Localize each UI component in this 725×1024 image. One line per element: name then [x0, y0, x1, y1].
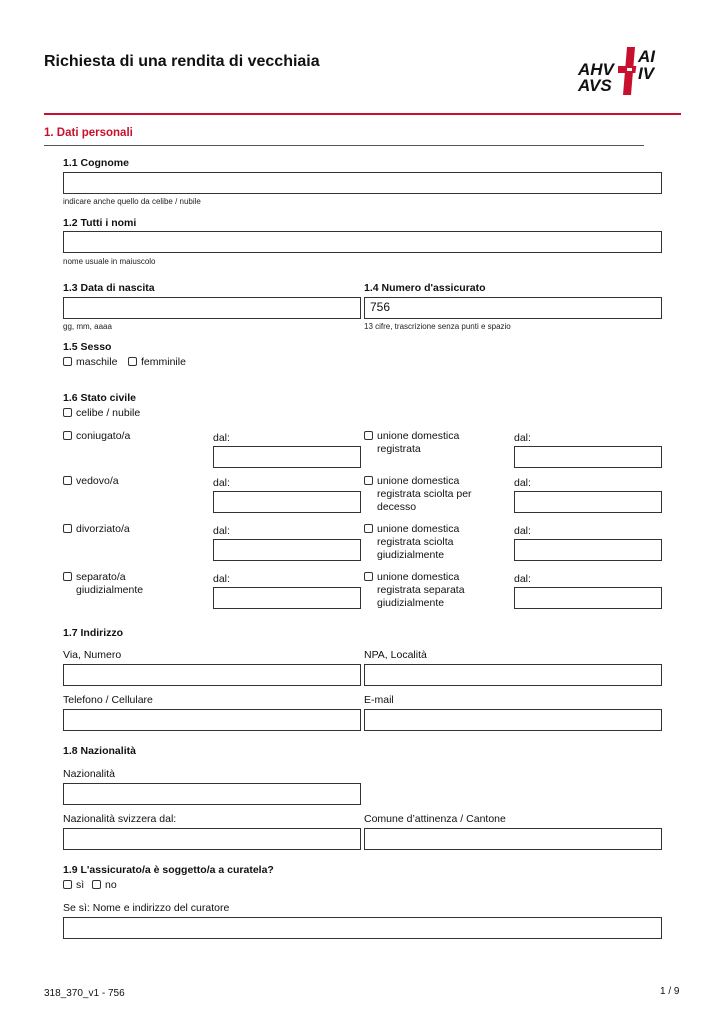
- checkbox-icon[interactable]: [364, 524, 373, 533]
- comune-label: Comune d’attinenza / Cantone: [364, 813, 506, 825]
- curatela-option-no[interactable]: no: [92, 879, 117, 892]
- cognome-label: 1.1 Cognome: [63, 157, 129, 169]
- nascita-hint: gg, mm, aaaa: [63, 322, 112, 331]
- checkbox-icon[interactable]: [364, 431, 373, 440]
- header-divider: [44, 113, 681, 115]
- svizzera-dal-field[interactable]: [63, 828, 361, 850]
- divorziato-dal-field[interactable]: [213, 539, 361, 561]
- checkbox-icon[interactable]: [63, 524, 72, 533]
- ahv-avs-ai-iv-logo: [578, 45, 660, 97]
- cognome-field[interactable]: [63, 172, 662, 194]
- dal-label: dal:: [213, 432, 230, 444]
- curatela-option-si[interactable]: sì: [63, 879, 84, 892]
- checkbox-icon[interactable]: [364, 572, 373, 581]
- nazionalita-label: Nazionalità: [63, 768, 115, 780]
- curatore-label: Se sì: Nome e indirizzo del curatore: [63, 902, 230, 914]
- form-code: 318_370_v1 - 756: [44, 988, 125, 999]
- checkbox-icon[interactable]: [63, 357, 72, 366]
- svizzera-dal-label: Nazionalità svizzera dal:: [63, 813, 177, 825]
- dal-label: dal:: [213, 477, 230, 489]
- sesso-option-maschile[interactable]: maschile: [63, 356, 117, 369]
- dal-label: dal:: [213, 525, 230, 537]
- checkbox-icon[interactable]: [63, 408, 72, 417]
- numero-value: 756: [370, 300, 391, 314]
- logo-ahv-text: AHV: [578, 60, 614, 79]
- nomi-field[interactable]: [63, 231, 662, 253]
- comune-field[interactable]: [364, 828, 662, 850]
- option-unione-separata[interactable]: unione domestica registrata separata giudizialmente: [364, 571, 504, 610]
- unione-sciolta-giud-dal-field[interactable]: [514, 539, 662, 561]
- option-separato[interactable]: separato/a giudizialmente: [63, 571, 203, 597]
- numero-field[interactable]: [364, 297, 662, 319]
- checkbox-icon[interactable]: [92, 880, 101, 889]
- sesso-label: 1.5 Sesso: [63, 341, 112, 353]
- logo-ai-text: AI: [638, 47, 655, 66]
- npa-field[interactable]: [364, 664, 662, 686]
- option-unione-registrata[interactable]: unione domestica registrata: [364, 430, 504, 456]
- numero-label: 1.4 Numero d'assicurato: [364, 282, 486, 294]
- nomi-hint: nome usuale in maiuscolo: [63, 257, 156, 266]
- checkbox-icon[interactable]: [63, 572, 72, 581]
- dal-label: dal:: [514, 477, 531, 489]
- sesso-option-femminile[interactable]: femminile: [128, 356, 186, 369]
- logo-avs-text: AVS: [578, 76, 612, 95]
- email-field[interactable]: [364, 709, 662, 731]
- option-celibe[interactable]: celibe / nubile: [63, 407, 140, 420]
- page-title: Richiesta di una rendita di vecchiaia: [44, 53, 320, 70]
- vedovo-dal-field[interactable]: [213, 491, 361, 513]
- option-coniugato[interactable]: coniugato/a: [63, 430, 203, 443]
- curatela-label: 1.9 L'assicurato/a è soggetto/a a curatela?: [63, 864, 274, 876]
- unione-sciolta-decesso-dal-field[interactable]: [514, 491, 662, 513]
- option-unione-sciolta-decesso[interactable]: unione domestica registrata sciolta per decesso: [364, 475, 504, 514]
- cognome-hint: indicare anche quello da celibe / nubile: [63, 197, 201, 206]
- numero-hint: 13 cifre, trascrizione senza punti e spazio: [364, 322, 511, 331]
- nazionalita-field[interactable]: [63, 783, 361, 805]
- nomi-label: 1.2 Tutti i nomi: [63, 217, 137, 229]
- curatore-field[interactable]: [63, 917, 662, 939]
- npa-label: NPA, Località: [364, 649, 427, 661]
- nascita-field[interactable]: [63, 297, 361, 319]
- telefono-label: Telefono / Cellulare: [63, 694, 153, 706]
- dal-label: dal:: [514, 432, 531, 444]
- option-unione-sciolta-giudizialmente[interactable]: unione domestica registrata sciolta giudizialmente: [364, 523, 504, 562]
- separato-dal-field[interactable]: [213, 587, 361, 609]
- section-divider: [44, 145, 644, 146]
- stato-civile-label: 1.6 Stato civile: [63, 392, 136, 404]
- unione-dal-field[interactable]: [514, 446, 662, 468]
- indirizzo-label: 1.7 Indirizzo: [63, 627, 124, 639]
- option-divorziato[interactable]: divorziato/a: [63, 523, 203, 536]
- via-label: Via, Numero: [63, 649, 122, 661]
- checkbox-icon[interactable]: [364, 476, 373, 485]
- checkbox-icon[interactable]: [63, 880, 72, 889]
- checkbox-icon[interactable]: [128, 357, 137, 366]
- checkbox-icon[interactable]: [63, 476, 72, 485]
- coniugato-dal-field[interactable]: [213, 446, 361, 468]
- dal-label: dal:: [514, 525, 531, 537]
- unione-separata-dal-field[interactable]: [514, 587, 662, 609]
- swiss-cross-icon: [618, 47, 640, 95]
- option-vedovo[interactable]: vedovo/a: [63, 475, 203, 488]
- dal-label: dal:: [213, 573, 230, 585]
- via-field[interactable]: [63, 664, 361, 686]
- checkbox-icon[interactable]: [63, 431, 72, 440]
- email-label: E-mail: [364, 694, 394, 706]
- nascita-label: 1.3 Data di nascita: [63, 282, 155, 294]
- telefono-field[interactable]: [63, 709, 361, 731]
- section-title: 1. Dati personali: [44, 127, 133, 139]
- page-number: 1 / 9: [660, 986, 680, 997]
- logo-iv-text: IV: [638, 64, 655, 83]
- dal-label: dal:: [514, 573, 531, 585]
- nazionalita-heading: 1.8 Nazionalità: [63, 745, 136, 757]
